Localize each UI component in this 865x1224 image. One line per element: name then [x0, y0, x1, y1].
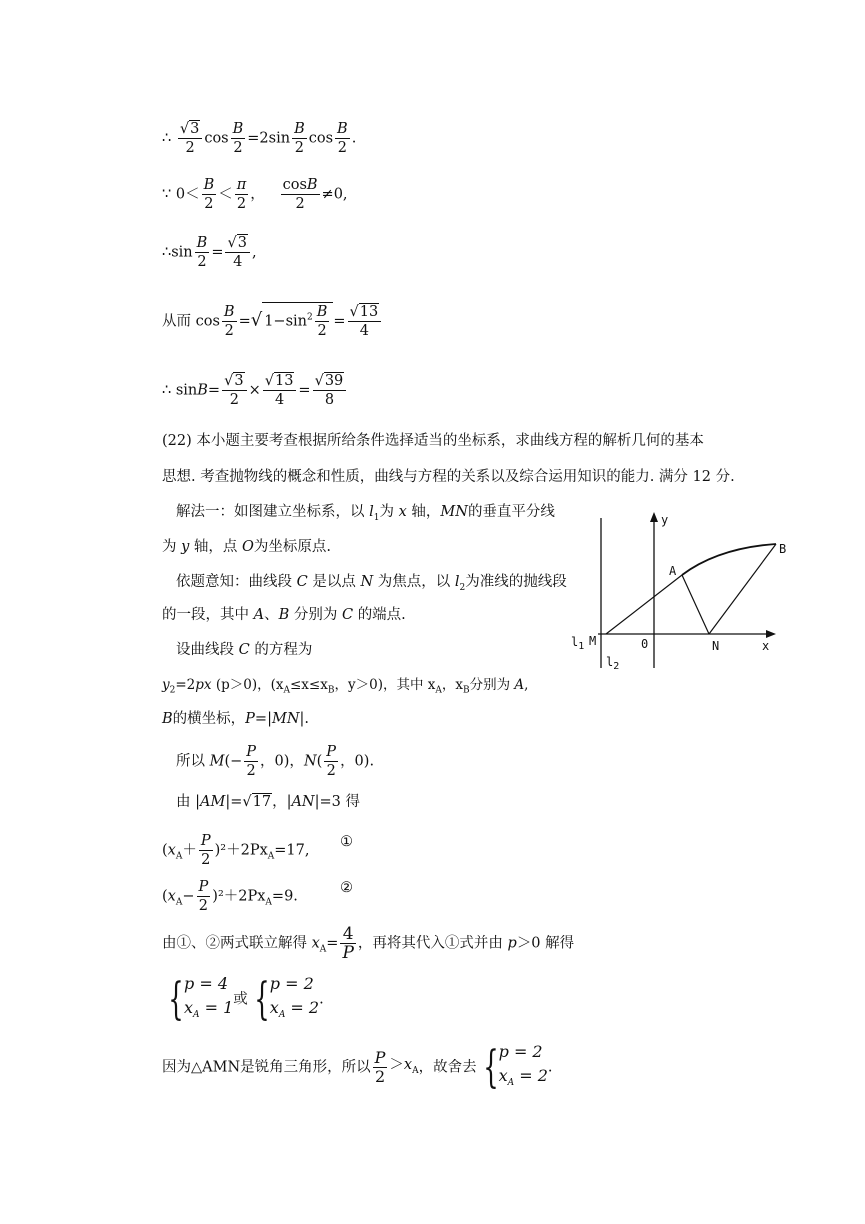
label-B: B — [779, 542, 787, 556]
problem-22-line-1: (22) 本小题主要考查根据所给条件选择适当的坐标系，求曲线方程的解析几何的基本 — [162, 433, 704, 449]
equation-1: ($x_A+$ $\frac{P}{2}$ )$^2+2Px_A=17$, ① — [162, 833, 353, 868]
label-y: y — [661, 513, 669, 527]
eq-line-3: ∴sin $\frac{B}{2}$ = $\frac{√3}{4}$ , — [162, 235, 257, 270]
solution-line-5: 设曲线段 C 的方程为 — [176, 642, 313, 658]
solution-line-9: 由 |AM|=√17，|AN|=3 得 — [176, 794, 360, 810]
segment-AN — [682, 575, 709, 634]
solution-line-2: 为 y 轴，点 O为坐标原点. — [162, 539, 332, 555]
problem-22-line-2: 思想. 考查抛物线的概念和性质，曲线与方程的关系以及综合运用知识的能力. 满分 12 分. — [162, 469, 735, 485]
solution-line-3: 依题意知：曲线段 C 是以点 N 为焦点，以 $l_2$为准线的抛线段 — [176, 574, 567, 593]
eq-line-4: 从而 cos $\frac{B}{2}$ =√ $1-\sin^2$ $\frac{B}{2}$ = $\frac{√13}{4}$ — [162, 302, 383, 340]
label-l2: $l_2$ — [606, 655, 620, 672]
segment-MA — [606, 575, 682, 634]
solution-line-10: 由①、②两式联立解得 $x_A=$ $\frac{4}{P}$ ，再将其代入①式并由 p＞0 解得 — [162, 924, 575, 963]
solution-line-1: 解法一：如图建立坐标系，以 $l_1$为 x 轴，MN的垂直平分线 — [176, 504, 555, 523]
label-O: 0 — [641, 637, 649, 651]
label-x: x — [762, 639, 770, 653]
segment-NB — [709, 544, 776, 634]
solution-systems: {p = 4 $x_A = 1$或 {p = 2 $x_A = 2$. — [168, 973, 324, 1025]
label-M: M — [589, 634, 597, 648]
label-A: A — [669, 564, 677, 578]
label-N: N — [712, 639, 720, 653]
eq-line-2: ∵ 0＜ $\frac{B}{2}$ ＜ $\frac{\pi}{2}$ ， $\frac{\cos B}{2}$ ≠0, — [162, 177, 348, 212]
eq-line-1: ∴ $\frac{√3}{2}$ cos $\frac{B}{2}$ =2sin $\frac{B}{2}$ cos $\frac{B}{2}$ . — [162, 121, 357, 156]
solution-line-7: B的横坐标，P=|MN|. — [162, 711, 310, 727]
label-l1: $l_1$ — [571, 635, 585, 652]
solution-line-6: $y_2=2px$ (p＞0)，($x_A\le x\le x_B$，y＞0)，其中 $x_A$，$x_B$分别为 A, — [162, 677, 529, 696]
parabola-arc — [682, 544, 776, 575]
equation-2: ($x_A-$ $\frac{P}{2}$ )$^2+2Px_A=9$. ② — [162, 879, 353, 914]
solution-final-line: 因为△AMN是锐角三角形，所以 $\frac{P}{2}$ $>x_A$，故舍去 {p = 2 $x_A = 2$. — [162, 1041, 553, 1093]
y-axis-arrow — [650, 512, 658, 522]
solution-line-4: 的一段，其中 A、B 分别为 C 的端点. — [162, 607, 406, 623]
eq-line-5: ∴ sinB= $\frac{√3}{2}$ × $\frac{√13}{4}$ = $\frac{√39}{8}$ — [162, 372, 348, 409]
coordinate-figure — [568, 508, 788, 673]
solution-line-8: 所以 M(− $\frac{P}{2}$ ，0)，N( $\frac{P}{2}$ ，0). — [176, 744, 375, 779]
x-axis-arrow — [766, 630, 776, 638]
